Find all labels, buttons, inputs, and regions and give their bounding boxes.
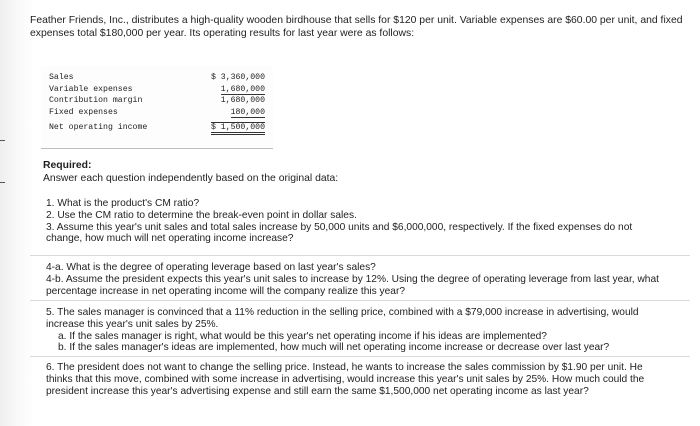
statement-amount: $ 3,360,000 (210, 73, 265, 83)
question-6: 6. The president does not want to change the selling price. Instead, he wants to increase the sales commission by $1.90 per unit. He thinks that this move, combined with some increase in advertising, would increase this year's unit sales by 25%. How much could the president increase this year's advertising expense and still earn the same $1,500,000 net operating income as last year? (46, 362, 645, 397)
income-statement-table (49, 72, 265, 133)
question-5: 5. The sales manager is convinced that a 11% reduction in the selling price, combined with a $79,000 increase in advertising, would increase this year's unit sales by 25%. (46, 307, 639, 330)
statement-label: Net operating income (49, 122, 148, 132)
required-instruction: Answer each question independently based on the original data: (43, 172, 339, 184)
income-statement (41, 66, 273, 149)
statement-row (49, 107, 265, 119)
statement-label: Fixed expenses (49, 108, 118, 118)
statement-amount: 180,000 (230, 108, 265, 118)
statement-row (49, 118, 265, 133)
question-1: 1. What is the product's CM ratio? (46, 198, 200, 209)
question-group-4 (46, 262, 666, 297)
question-3: 3. Assume this year's unit sales and total sales increase by 50,000 units and $6,000,000, respectively. If the fixed expenses do not change, how much will net operating income increase? (46, 221, 633, 245)
divider (30, 255, 690, 256)
question-4b: 4-b. Assume the president expects this year's unit sales to increase by 12%. Using the degree of operating leverage from last year, what percentage increase in net operating income will the company realize this year? (46, 273, 659, 297)
problem-intro: Feather Friends, Inc., distributes a high-quality wooden birdhouse that sells for $120 per unit. Variable expenses are $60.00 per unit, and fixed expenses total $180,000 per year. Its operating results for last year were as follows: (30, 15, 683, 39)
statement-amount: $ 1,500,000 (211, 122, 265, 135)
statement-row (49, 95, 265, 107)
edge-mark (0, 182, 5, 183)
question-group-6 (46, 362, 666, 397)
statement-label: Sales (49, 73, 74, 83)
question-2: 2. Use the CM ratio to determine the break-even point in dollar sales. (46, 209, 357, 221)
statement-amount: 1,680,000 (220, 96, 265, 106)
statement-label: Variable expenses (49, 84, 133, 94)
question-5a: a. If the sales manager is right, what would be this year's net operating income if his ideas are implemented? (58, 330, 547, 342)
statement-row (49, 84, 265, 96)
required-heading: Required: (43, 160, 92, 171)
question-group-5 (46, 307, 666, 354)
question-4a: 4-a. What is the degree of operating leverage based on last year's sales? (46, 262, 376, 273)
question-5b: b. If the sales manager's ideas are implemented, how much will net operating income increase or decrease over last year? (58, 342, 610, 354)
divider (30, 300, 690, 301)
statement-label: Contribution margin (49, 96, 143, 106)
edge-mark (0, 140, 5, 141)
question-group-1-3 (46, 198, 666, 245)
divider (30, 356, 690, 357)
statement-amount: 1,680,000 (220, 84, 265, 94)
required-section (43, 160, 683, 185)
statement-row (49, 72, 265, 84)
